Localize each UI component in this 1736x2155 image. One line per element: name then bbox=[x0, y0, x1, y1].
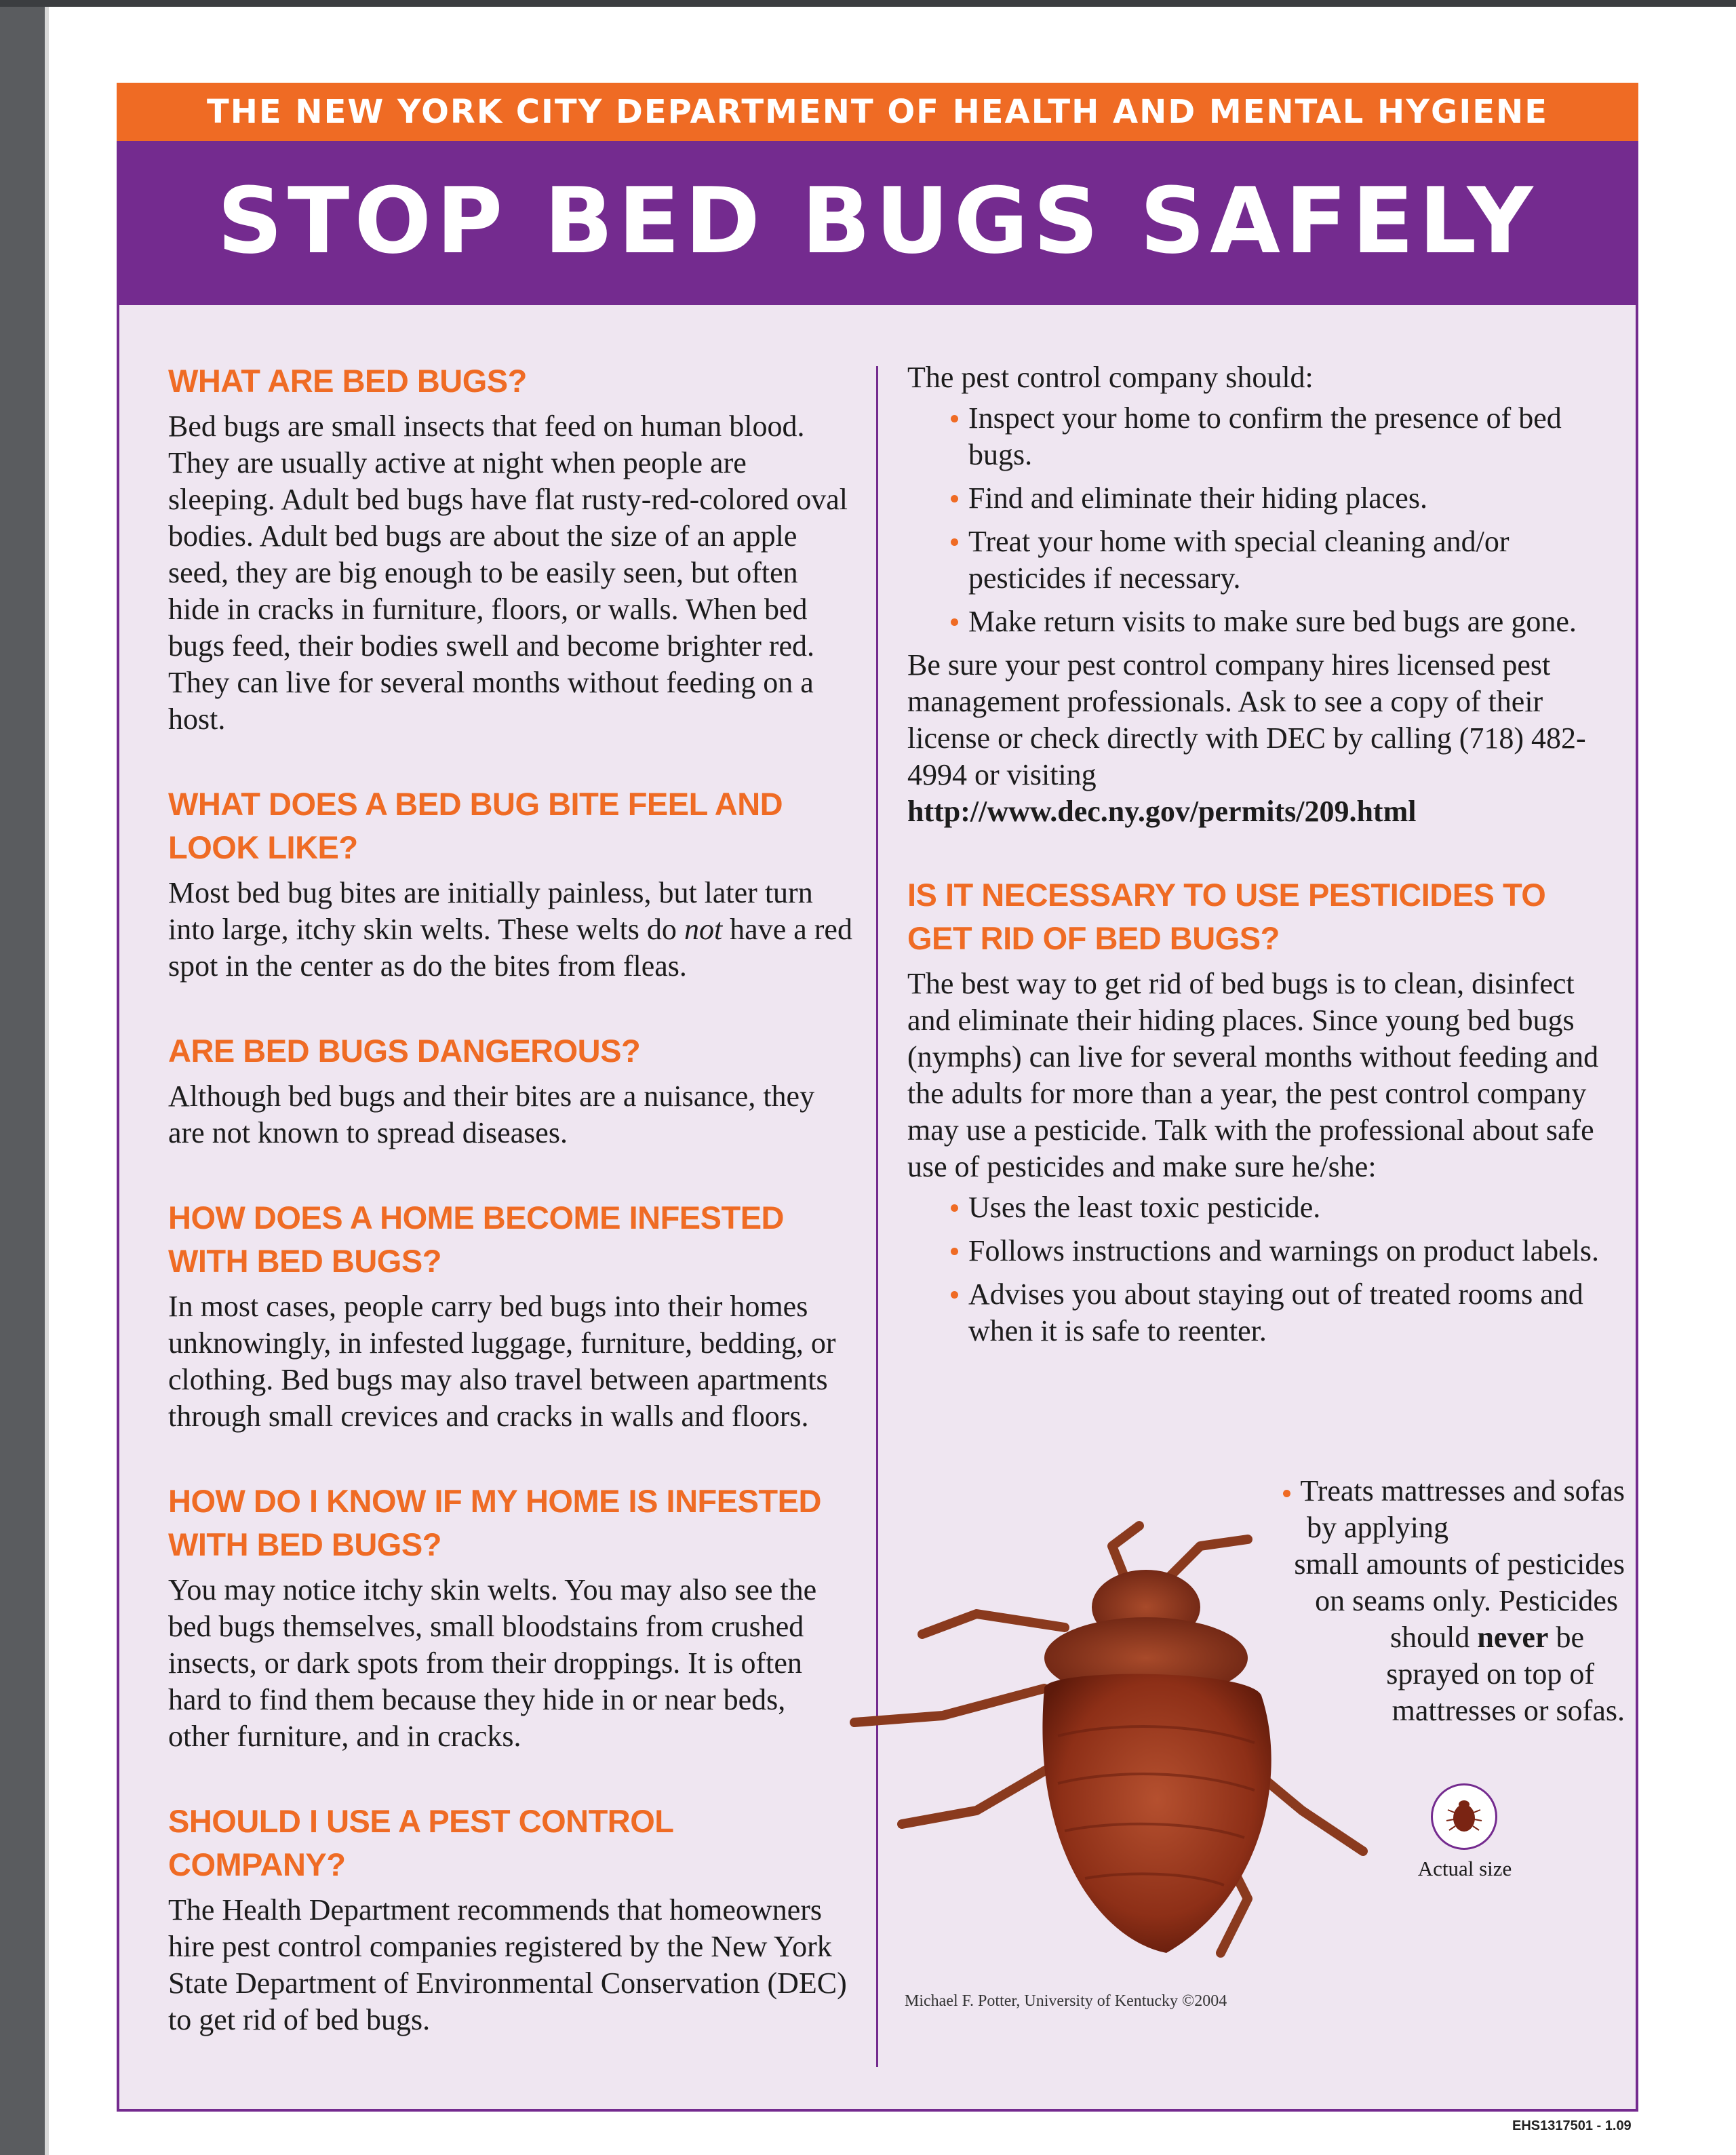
list-item: Uses the least toxic pesticide. bbox=[968, 1189, 1606, 1226]
list-item: Advises you about staying out of treated rooms and when it is safe to reenter. bbox=[968, 1276, 1606, 1349]
section-body: You may notice itchy skin welts. You may also see the bed bugs themselves, small bloodstains from crushed insects, or dark spots from their droppings. It is often hard to find them because they hide in or near beds, other furniture, and in cracks. bbox=[168, 1573, 817, 1753]
actual-size-bug-icon bbox=[1433, 1785, 1495, 1848]
section-what-are-bed-bugs bbox=[168, 359, 853, 738]
dec-permits-link[interactable]: http://www.dec.ny.gov/permits/209.html bbox=[907, 795, 1417, 828]
section-body: The best way to get rid of bed bugs is to clean, disinfect and eliminate their hiding places. Since young bed bugs (nymphs) can live for several months without feeding and the adults for more than a year, the pest control company may use a pesticide. Talk with the professional about safe use of pesticides and make sure he/she: bbox=[907, 967, 1599, 1183]
section-bite bbox=[168, 783, 853, 985]
wrap-line-text: should bbox=[1390, 1621, 1478, 1654]
section-heading: HOW DOES A HOME BECOME INFESTED WITH BED BUGS? bbox=[168, 1200, 784, 1279]
list-item: Follows instructions and warnings on product labels. bbox=[968, 1233, 1606, 1269]
wrap-line: on seams only. Pesticides bbox=[1315, 1584, 1618, 1617]
viewer-top-bar bbox=[0, 0, 1736, 7]
never-emphasis: never bbox=[1477, 1621, 1549, 1654]
section-heading: SHOULD I USE A PEST CONTROL COMPANY? bbox=[168, 1803, 673, 1882]
list-item: Treat your home with special cleaning and/or pesticides if necessary. bbox=[968, 523, 1606, 597]
section-infested-how bbox=[168, 1196, 853, 1435]
document-code: EHS1317501 - 1.09 bbox=[1512, 2118, 1632, 2133]
bullet-icon bbox=[1283, 1490, 1290, 1497]
body-text: have a red spot in the center as do the bites from fleas. bbox=[168, 913, 852, 983]
emphasis-text: not bbox=[684, 913, 723, 946]
section-heading: WHAT DOES A BED BUG BITE FEEL AND LOOK LIKE? bbox=[168, 786, 783, 865]
list-item: Inspect your home to confirm the presence of bed bugs. bbox=[968, 400, 1606, 473]
list-item: Make return visits to make sure bed bugs are gone. bbox=[968, 604, 1606, 640]
section-dangerous bbox=[168, 1029, 853, 1151]
right-column bbox=[907, 359, 1606, 1356]
wrap-line bbox=[1204, 1473, 1625, 1509]
actual-size-label: Actual size bbox=[1417, 1857, 1512, 1880]
viewer-left-strip bbox=[0, 7, 45, 2155]
section-body: Bed bugs are small insects that feed on human blood. They are usually active at night when people are sleeping. Adult bed bugs have flat rusty-red-colored oval bodies. Adult bed bugs are about the size of an apple seed, they are big enough to be easily seen, but often hide in cracks in furniture, floors, or walls. When bed bugs feed, their bodies swell and become brighter red. They can live for several months without feeding on a host. bbox=[168, 410, 848, 736]
section-body: Although bed bugs and their bites are a nuisance, they are not known to spread diseases. bbox=[168, 1080, 815, 1149]
wrap-line: mattresses or sofas. bbox=[1392, 1694, 1625, 1727]
company-duties-list bbox=[907, 400, 1606, 640]
section-know-infested bbox=[168, 1480, 853, 1755]
wrap-line: sprayed on top of bbox=[1386, 1657, 1594, 1691]
page-title: STOP BED BUGS SAFELY bbox=[117, 141, 1638, 305]
body-text: Most bed bug bites are initially painless, but later turn into large, itchy skin welts. These welts do bbox=[168, 876, 813, 946]
license-text: Be sure your pest control company hires licensed pest management professionals. Ask to see a copy of their license or check directly with DEC by calling (718) 482-4994 or visiting bbox=[907, 648, 1586, 791]
list-item: Find and eliminate their hiding places. bbox=[968, 480, 1606, 517]
wrap-line-text: be bbox=[1548, 1621, 1584, 1654]
wrap-line-text: Treats mattresses and sofas bbox=[1300, 1474, 1625, 1507]
section-heading: WHAT ARE BED BUGS? bbox=[168, 363, 527, 399]
section-heading: ARE BED BUGS DANGEROUS? bbox=[168, 1033, 641, 1069]
actual-size-indicator bbox=[1431, 1783, 1497, 1850]
wrap-line: by applying bbox=[1307, 1511, 1448, 1544]
wrap-line: small amounts of pesticides bbox=[1294, 1547, 1625, 1581]
section-heading: IS IT NECESSARY TO USE PESTICIDES TO GET RID OF BED BUGS? bbox=[907, 877, 1546, 956]
bed-bug-illustration bbox=[841, 1519, 1397, 1980]
department-banner: THE NEW YORK CITY DEPARTMENT OF HEALTH AND MENTAL HYGIENE bbox=[117, 83, 1638, 141]
section-pest-control bbox=[168, 1800, 853, 2038]
section-body bbox=[168, 875, 853, 985]
company-intro: The pest control company should: bbox=[907, 361, 1314, 394]
left-column bbox=[168, 359, 853, 2038]
section-heading: HOW DO I KNOW IF MY HOME IS INFESTED WITH BED BUGS? bbox=[168, 1483, 821, 1562]
pesticide-guidelines-list bbox=[907, 1189, 1606, 1349]
page-shadow bbox=[45, 7, 49, 2155]
section-body: In most cases, people carry bed bugs into their homes unknowingly, in infested luggage, furniture, bedding, or clothing. Bed bugs may also travel between apartments through small crevices and cracks in walls and floors. bbox=[168, 1290, 836, 1433]
image-credit: Michael F. Potter, University of Kentucky ©2004 bbox=[905, 1992, 1227, 2010]
section-body: The Health Department recommends that homeowners hire pest control companies registered by the New York State Department of Environmental Conservation (DEC) to get rid of bed bugs. bbox=[168, 1893, 847, 2036]
